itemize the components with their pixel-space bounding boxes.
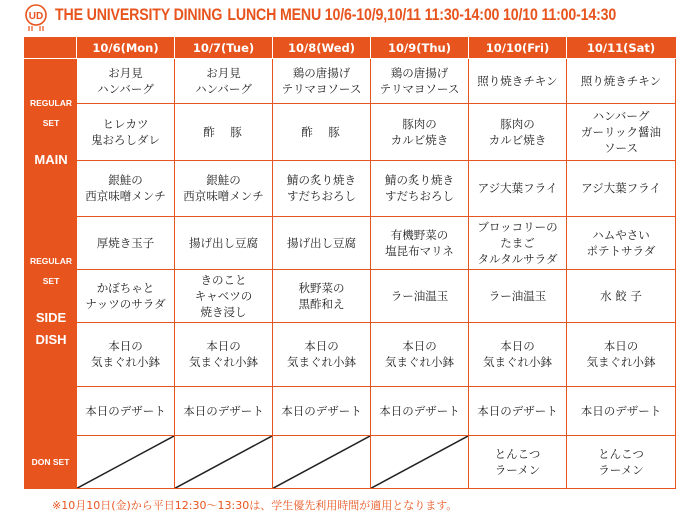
menu-cell	[273, 322, 371, 386]
section-don-set	[25, 435, 77, 488]
menu-item-line: ソース	[604, 140, 638, 155]
menu-item-line: アジ大葉フライ	[581, 181, 661, 196]
menu-item-line: キャベツの	[194, 288, 253, 303]
section-small-label: REGULAR SET	[29, 255, 73, 286]
menu-cell	[77, 322, 175, 386]
menu-item-line: きのこと	[200, 272, 247, 287]
menu-item-line: ヒレカツ	[102, 116, 149, 131]
menu-cell	[469, 161, 567, 216]
footer-note: ※10月10日(金)から平日12:30～13:30は、学生優先利用時間が適用となります。	[52, 499, 458, 512]
menu-cell	[469, 322, 567, 386]
menu-item-line: 本日の	[304, 339, 339, 354]
menu-item-line: カルビ焼き	[488, 132, 547, 147]
menu-item-line: 酢 豚	[301, 124, 342, 139]
section-big-label: MAIN	[34, 152, 68, 167]
menu-item-line: 本日のデザート	[580, 403, 662, 418]
menu-item-line: ラー油温玉	[390, 288, 449, 303]
menu-item-line: 豚肉の	[402, 116, 437, 131]
menu-cell	[469, 59, 567, 104]
menu-cell	[567, 103, 676, 160]
menu-item-line: 本日のデザート	[281, 403, 362, 418]
section-regular-side	[25, 216, 77, 435]
menu-item-line: ラーメン	[598, 462, 644, 477]
empty-cell-slash	[77, 435, 175, 488]
menu-item-line: ポテトサラダ	[586, 243, 656, 258]
title-main: THE UNIVERSITY DINING	[55, 6, 223, 24]
menu-cell	[273, 269, 371, 322]
menu-cell	[273, 386, 371, 435]
menu-item-line: ハンバーグ	[97, 81, 154, 96]
menu-item-line: テリマヨソース	[379, 81, 460, 96]
menu-cell	[77, 269, 175, 322]
menu-item-line: 焼き浸し	[200, 304, 247, 319]
empty-cell-slash	[273, 435, 371, 488]
menu-item-line: 本日のデザート	[379, 403, 460, 418]
menu-item-line: 本日の	[108, 339, 143, 354]
menu-item-line: お月見	[206, 65, 241, 80]
menu-cell	[469, 216, 567, 269]
menu-item-line: 鬼おろしダレ	[91, 132, 160, 147]
menu-cell	[175, 161, 273, 216]
menu-item-line: 気まぐれ小鉢	[483, 355, 552, 370]
menu-cell	[77, 161, 175, 216]
section-small-label: DON SET	[31, 456, 70, 467]
menu-item-line: 豚肉の	[500, 116, 535, 131]
column-header: 10/7(Tue)	[175, 38, 273, 59]
menu-cell	[567, 216, 676, 269]
menu-item-line: 水 餃 子	[600, 288, 642, 303]
title-subtitle: LUNCH MENU 10/6-10/9,10/11 11:30-14:00 10/10 11:00-14:30	[227, 6, 617, 24]
menu-item-line: 西京味噌メンチ	[85, 189, 166, 204]
table-row	[25, 103, 676, 160]
column-header: 10/10(Fri)	[469, 38, 567, 59]
menu-cell	[273, 59, 371, 104]
table-row	[25, 322, 676, 386]
menu-item-line: たまご	[500, 235, 535, 250]
university-dining-logo-icon	[24, 4, 48, 32]
menu-item-line: 西京味噌メンチ	[183, 189, 264, 204]
menu-item-line: 鶏の唐揚げ	[292, 65, 351, 80]
menu-cell	[175, 386, 273, 435]
table-row	[25, 216, 676, 269]
menu-item-line: 気まぐれ小鉢	[91, 355, 160, 370]
menu-cell	[371, 216, 469, 269]
section-big-label: SIDE DISH	[35, 309, 67, 347]
menu-item-line: 銀鮭の	[206, 173, 241, 188]
menu-cell	[77, 216, 175, 269]
menu-item-line: お月見	[108, 65, 143, 80]
menu-cell	[175, 269, 273, 322]
menu-item-line: 揚げ出し豆腐	[189, 235, 258, 250]
table-row	[25, 435, 676, 488]
menu-item-line: とんこつ	[598, 446, 644, 461]
column-header: 10/8(Wed)	[273, 38, 371, 59]
menu-cell	[469, 435, 567, 488]
menu-item-line: 本日の	[402, 339, 437, 354]
column-header: 10/6(Mon)	[77, 38, 175, 59]
menu-item-line: すだちおろし	[287, 189, 356, 204]
menu-cell	[77, 386, 175, 435]
menu-item-line: 気まぐれ小鉢	[586, 355, 656, 370]
menu-cell	[567, 322, 676, 386]
menu-item-line: 黒酢和え	[298, 296, 345, 311]
menu-cell	[273, 216, 371, 269]
menu-item-line: ブロッコリーの	[477, 219, 558, 234]
table-row	[25, 161, 676, 216]
menu-cell	[175, 59, 273, 104]
menu-cell	[175, 103, 273, 160]
menu-item-line: 気まぐれ小鉢	[385, 355, 454, 370]
menu-cell	[175, 322, 273, 386]
header-corner	[25, 38, 77, 59]
menu-item-line: 鯖の炙り焼き	[287, 173, 356, 188]
menu-item-line: とんこつ	[494, 446, 541, 461]
menu-item-line: 本日のデザート	[85, 403, 166, 418]
menu-item-line: 塩昆布マリネ	[385, 243, 454, 258]
menu-item-line: ラーメン	[494, 462, 541, 477]
menu-item-line: 有機野菜の	[390, 227, 449, 242]
lunch-menu-table	[24, 37, 676, 489]
header	[0, 0, 685, 38]
menu-item-line: テリマヨソース	[281, 81, 362, 96]
empty-cell-slash	[175, 435, 273, 488]
menu-cell	[371, 103, 469, 160]
menu-cell	[469, 269, 567, 322]
menu-item-line: 照り焼きチキン	[477, 73, 558, 88]
logo-text: UD	[28, 11, 44, 22]
menu-item-line: 本日の	[206, 339, 241, 354]
menu-item-line: 厚焼き玉子	[96, 235, 155, 250]
page-title	[55, 6, 616, 25]
menu-cell	[567, 386, 676, 435]
menu-item-line: 本日のデザート	[183, 403, 264, 418]
menu-cell	[371, 59, 469, 104]
menu-item-line: 銀鮭の	[108, 173, 143, 188]
menu-item-line: 秋野菜の	[298, 280, 345, 295]
menu-cell	[273, 103, 371, 160]
menu-item-line: かぼちゃと	[96, 280, 155, 295]
menu-item-line: 気まぐれ小鉢	[189, 355, 258, 370]
section-regular-main	[25, 59, 77, 217]
menu-item-line: カルビ焼き	[390, 132, 449, 147]
column-header: 10/11(Sat)	[567, 38, 676, 59]
menu-item-line: すだちおろし	[385, 189, 454, 204]
menu-item-line: ハンバーグ	[195, 81, 252, 96]
menu-item-line: 揚げ出し豆腐	[287, 235, 356, 250]
menu-cell	[567, 269, 676, 322]
menu-cell	[469, 103, 567, 160]
menu-cell	[567, 59, 676, 104]
menu-item-line: 本日の	[603, 339, 639, 354]
menu-item-line: ガーリック醤油	[580, 124, 662, 139]
menu-item-line: アジ大葉フライ	[477, 181, 558, 196]
menu-cell	[371, 269, 469, 322]
menu-item-line: ハムやさい	[592, 227, 650, 242]
menu-cell	[567, 161, 676, 216]
menu-item-line: ナッツのサラダ	[85, 296, 166, 311]
menu-cell	[371, 161, 469, 216]
menu-cell	[77, 59, 175, 104]
menu-item-line: タルタルサラダ	[477, 251, 558, 266]
menu-item-line: 本日の	[500, 339, 535, 354]
table-row	[25, 269, 676, 322]
menu-item-line: 酢 豚	[203, 124, 244, 139]
menu-item-line: ラー油温玉	[488, 288, 547, 303]
menu-cell	[371, 322, 469, 386]
table-row	[25, 59, 676, 104]
menu-item-line: ハンバーグ	[592, 108, 650, 123]
menu-cell	[567, 435, 676, 488]
menu-cell	[77, 103, 175, 160]
menu-item-line: 気まぐれ小鉢	[287, 355, 356, 370]
menu-cell	[273, 161, 371, 216]
column-header: 10/9(Thu)	[371, 38, 469, 59]
section-small-label: REGULAR SET	[29, 98, 73, 128]
empty-cell-slash	[371, 435, 469, 488]
menu-cell	[469, 386, 567, 435]
menu-item-line: 鶏の唐揚げ	[390, 65, 449, 80]
menu-item-line: 照り焼きチキン	[580, 73, 662, 88]
menu-cell	[175, 216, 273, 269]
menu-cell	[371, 386, 469, 435]
menu-item-line: 本日のデザート	[477, 403, 558, 418]
menu-item-line: 鯖の炙り焼き	[385, 173, 454, 188]
table-row	[25, 386, 676, 435]
